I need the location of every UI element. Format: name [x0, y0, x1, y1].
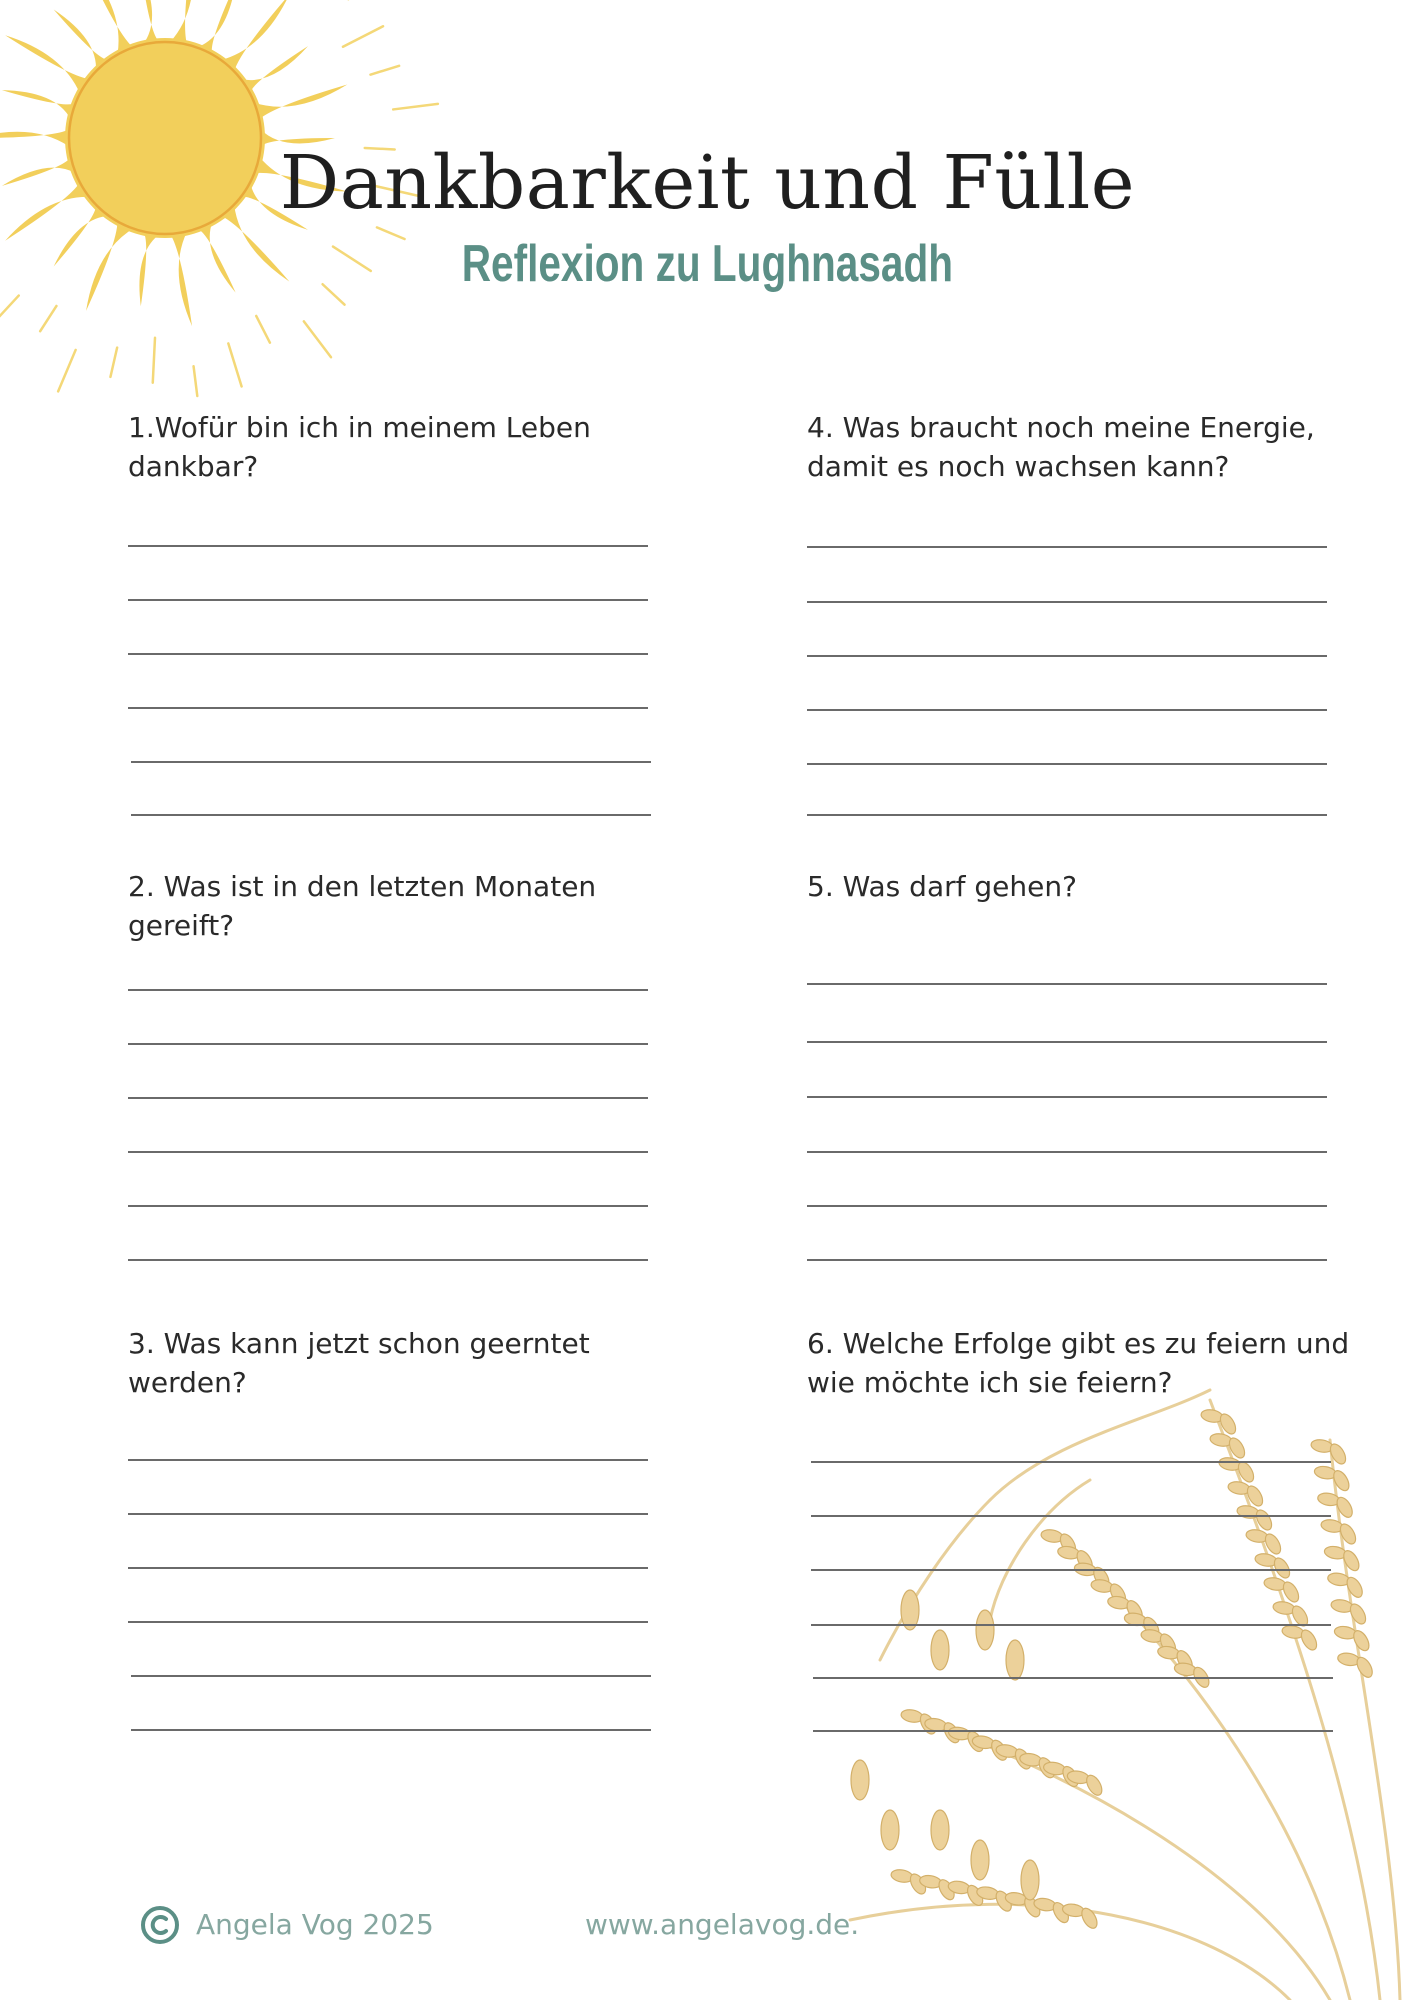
- answer-line[interactable]: [807, 763, 1327, 765]
- answer-line[interactable]: [128, 1097, 648, 1099]
- answer-line[interactable]: [128, 653, 648, 655]
- question-text: Was ist in den letzten Monaten gereift?: [128, 870, 597, 942]
- answer-line[interactable]: [131, 761, 651, 763]
- wheat-illustration: [790, 1360, 1415, 2000]
- page-title: Dankbarkeit und Fülle: [279, 140, 1136, 226]
- question-text: Was braucht noch meine Energie, damit es noch wachsen kann?: [807, 411, 1315, 483]
- question-5: [807, 867, 1352, 906]
- answer-line[interactable]: [807, 1151, 1327, 1153]
- answer-line[interactable]: [807, 709, 1327, 711]
- answer-line[interactable]: [131, 814, 651, 816]
- question-number: 2.: [128, 870, 155, 903]
- answer-line[interactable]: [811, 1461, 1331, 1463]
- copyright-icon: [140, 1905, 180, 1945]
- answer-line[interactable]: [807, 1041, 1327, 1043]
- question-text: Wofür bin ich in meinem Leben dankbar?: [128, 411, 591, 483]
- question-number: 3.: [128, 1327, 155, 1360]
- answer-line[interactable]: [128, 545, 648, 547]
- answer-line[interactable]: [128, 1205, 648, 1207]
- question-number: 4.: [807, 411, 834, 444]
- answer-line[interactable]: [131, 1729, 651, 1731]
- answer-line[interactable]: [128, 1513, 648, 1515]
- answer-line[interactable]: [128, 1043, 648, 1045]
- answer-line[interactable]: [128, 1151, 648, 1153]
- answer-line[interactable]: [128, 1567, 648, 1569]
- answer-line[interactable]: [807, 655, 1327, 657]
- question-text: Welche Erfolge gibt es zu feiern und wie möchte ich sie feiern?: [807, 1327, 1350, 1399]
- answer-line[interactable]: [811, 1569, 1331, 1571]
- answer-line[interactable]: [807, 983, 1327, 985]
- question-text: Was darf gehen?: [842, 870, 1077, 903]
- answer-line[interactable]: [807, 814, 1327, 816]
- footer-author: Angela Vog 2025: [196, 1908, 434, 1941]
- answer-line[interactable]: [807, 546, 1327, 548]
- answer-line[interactable]: [811, 1515, 1331, 1517]
- answer-line[interactable]: [128, 1621, 648, 1623]
- question-3: [128, 1324, 673, 1402]
- question-number: 6.: [807, 1327, 834, 1360]
- answer-line[interactable]: [807, 1096, 1327, 1098]
- answer-line[interactable]: [128, 1459, 648, 1461]
- answer-line[interactable]: [807, 1205, 1327, 1207]
- question-1: [128, 408, 673, 486]
- answer-line[interactable]: [813, 1677, 1333, 1679]
- question-6: [807, 1324, 1367, 1402]
- footer-website[interactable]: www.angelavog.de.: [585, 1908, 860, 1941]
- question-number: 1.: [128, 411, 155, 444]
- question-4: [807, 408, 1352, 486]
- answer-line[interactable]: [131, 1675, 651, 1677]
- answer-line[interactable]: [128, 989, 648, 991]
- answer-line[interactable]: [128, 707, 648, 709]
- answer-line[interactable]: [813, 1730, 1333, 1732]
- question-2: [128, 867, 673, 945]
- answer-line[interactable]: [811, 1624, 1331, 1626]
- answer-line[interactable]: [128, 1259, 648, 1261]
- question-number: 5.: [807, 870, 834, 903]
- answer-line[interactable]: [128, 599, 648, 601]
- page-subtitle: Reflexion zu Lughnasadh: [461, 235, 954, 293]
- answer-line[interactable]: [807, 601, 1327, 603]
- answer-line[interactable]: [807, 1259, 1327, 1261]
- question-text: Was kann jetzt schon geerntet werden?: [128, 1327, 590, 1399]
